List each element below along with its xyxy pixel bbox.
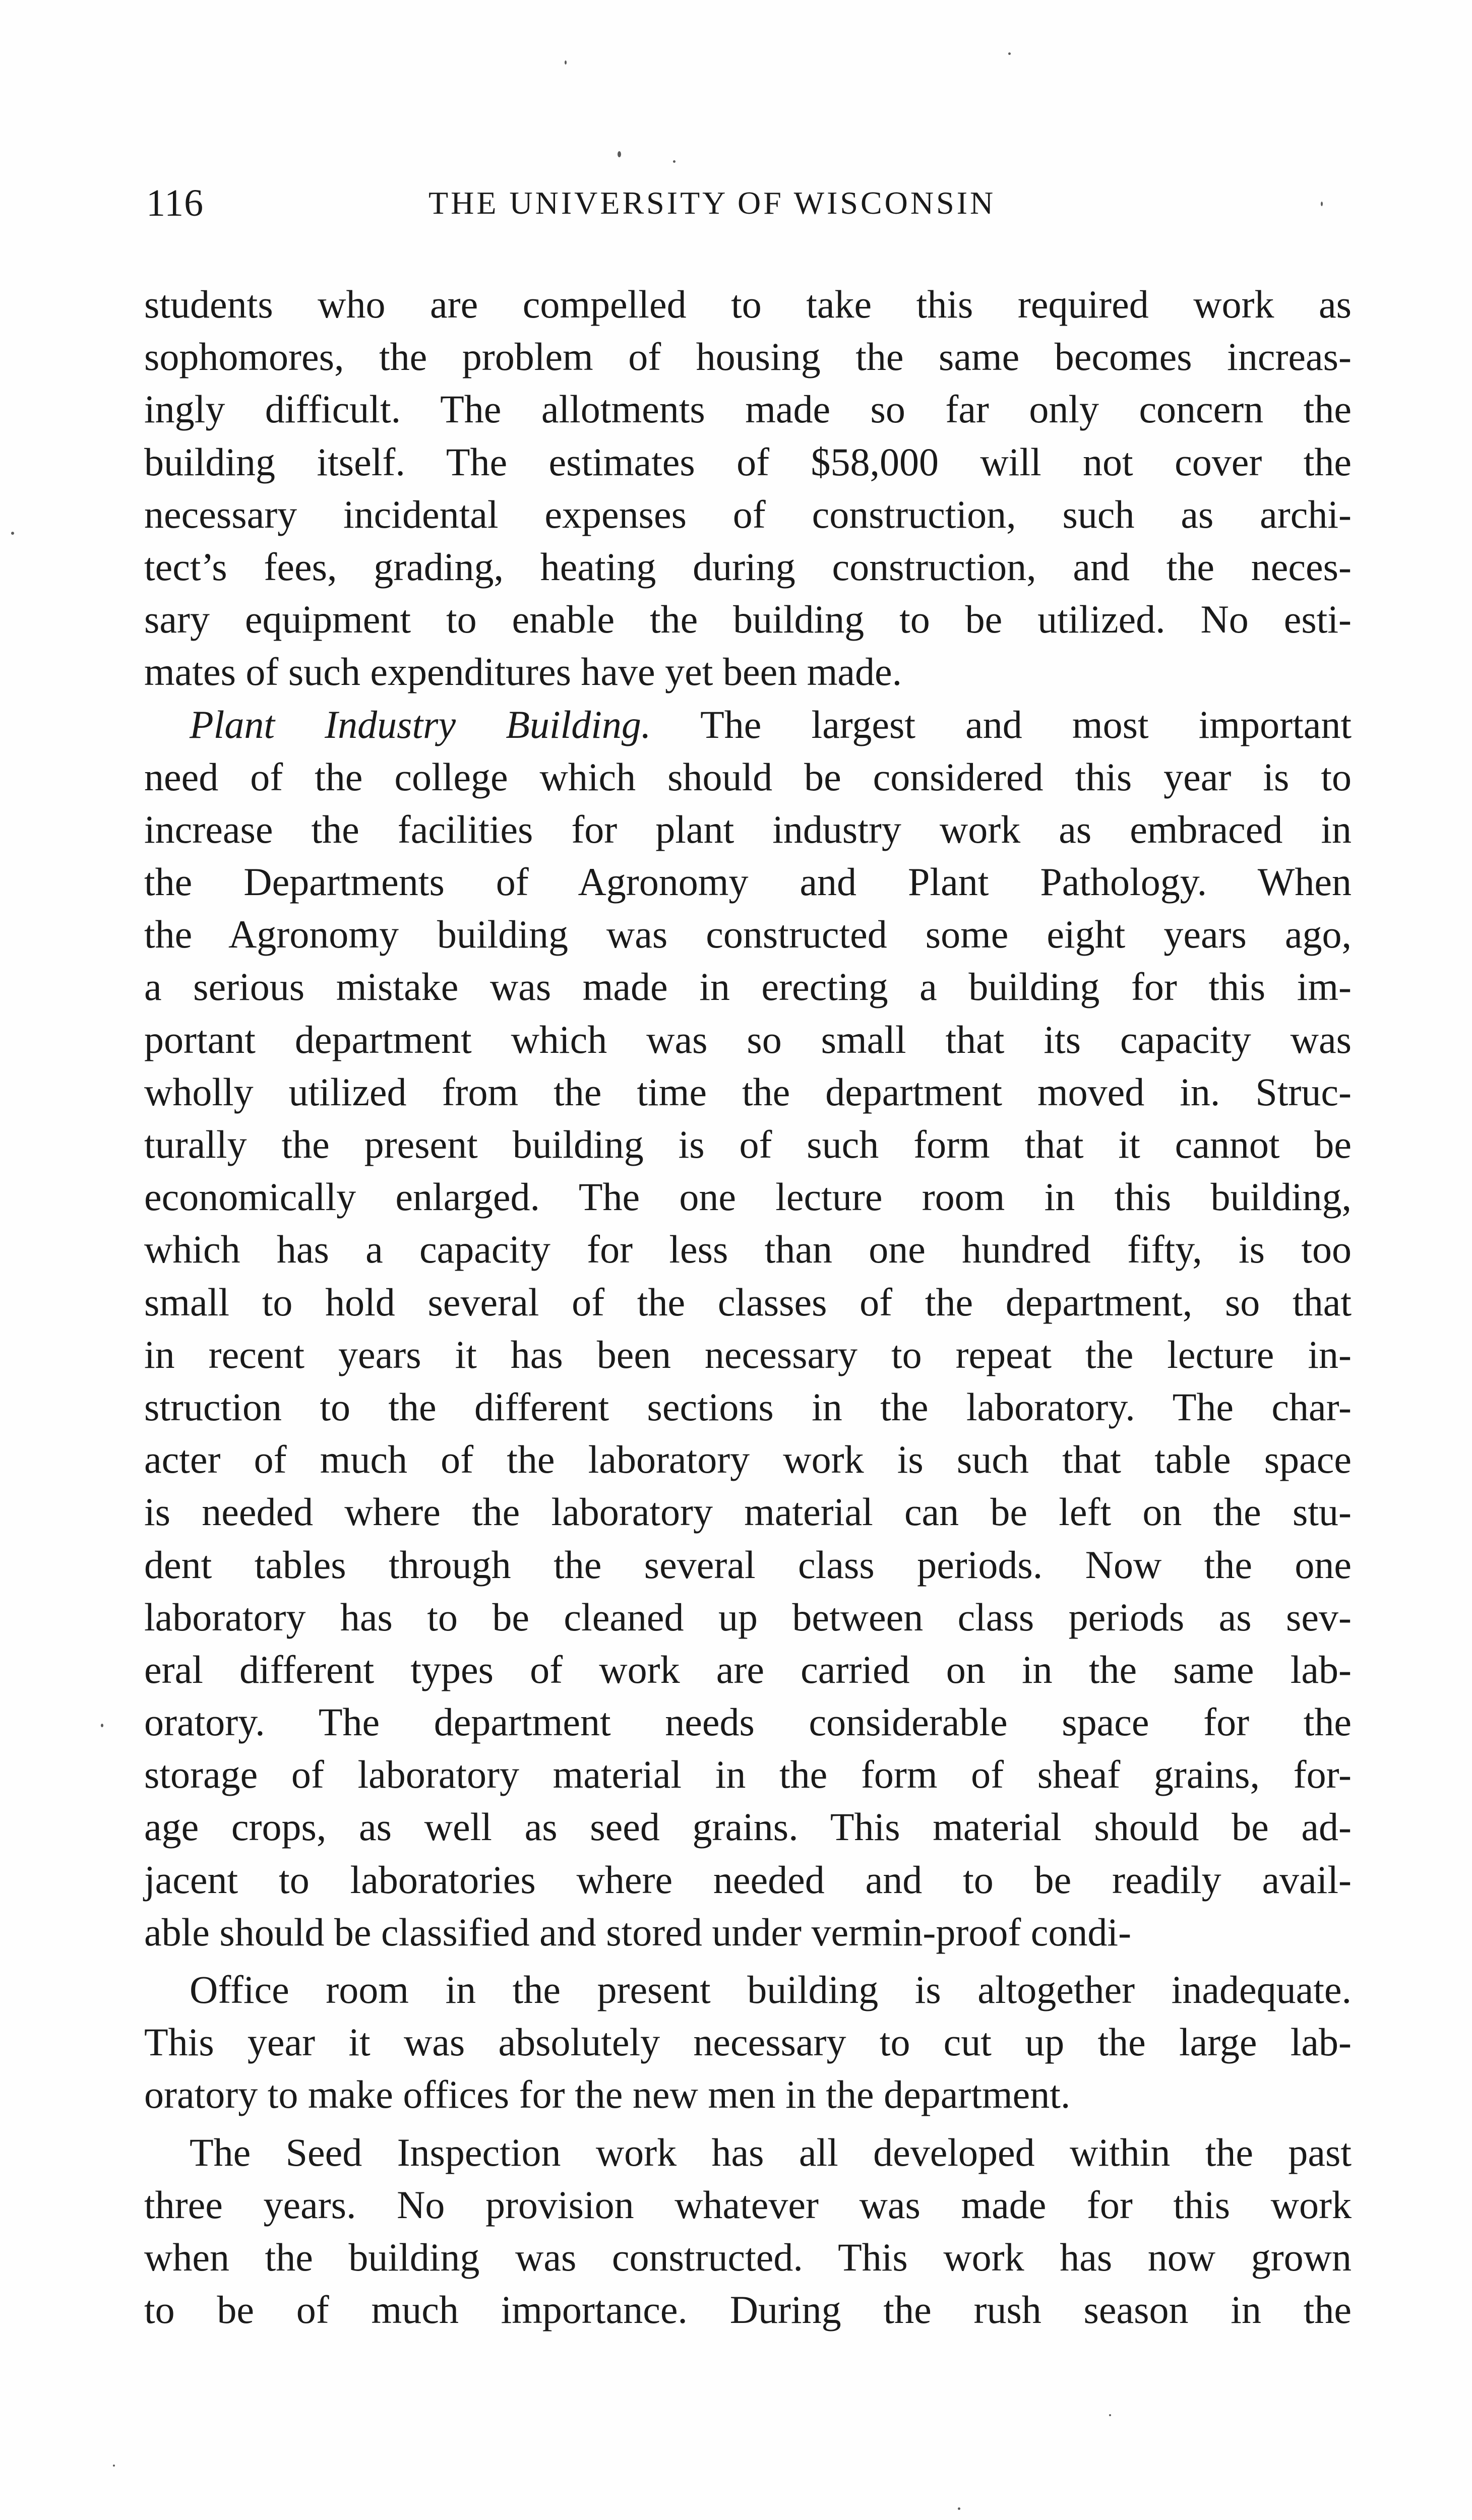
- paragraph-heading: Plant Industry Building.: [190, 702, 651, 746]
- paragraph-3: [144, 1964, 1352, 2121]
- text-line: The Seed Inspection work has all developed within the past: [190, 2130, 1352, 2174]
- paragraph-2: [144, 699, 1352, 1959]
- heading-line-text: The largest and most important: [700, 702, 1352, 746]
- text-line: students who are compelled to take this required work as: [144, 282, 1352, 326]
- scan-speck: [565, 60, 567, 65]
- page-number: 116: [146, 182, 204, 224]
- text-line: Office room in the present building is altogether inadequate.: [190, 1968, 1352, 2011]
- paragraph-4: [144, 2126, 1352, 2337]
- text-line: dent tables through the several class periods. Now the one: [144, 1542, 1352, 1587]
- text-line: struction to the different sections in the laboratory. The char-: [144, 1384, 1352, 1429]
- scan-speck: [673, 160, 676, 163]
- text-line: three years. No provision whatever was made for this work: [144, 2182, 1352, 2227]
- text-line: eral different types of work are carried on in the same lab-: [144, 1647, 1352, 1691]
- text-line: small to hold several of the classes of the department, so that: [144, 1280, 1352, 1324]
- text-line: acter of much of the laboratory work is such that table space: [144, 1437, 1352, 1482]
- text-line-with-heading: [144, 699, 1352, 751]
- running-title: THE UNIVERSITY OF WISCONSIN: [428, 185, 996, 221]
- text-line: storage of laboratory material in the form of sheaf grains, for-: [144, 1752, 1352, 1797]
- scan-speck: [113, 2465, 115, 2467]
- text-line: building itself. The estimates of $58,000 will not cover the: [144, 439, 1352, 484]
- text-line: tect’s fees, grading, heating during construction, and the neces-: [144, 544, 1352, 589]
- text-line: in recent years it has been necessary to repeat the lecture in-: [144, 1332, 1352, 1376]
- text-line: sary equipment to enable the building to be utilized. No esti-: [144, 597, 1352, 642]
- scan-speck: [1008, 52, 1011, 55]
- scan-speck: [101, 1724, 103, 1727]
- text-line: the Agronomy building was constructed some eight years ago,: [144, 912, 1352, 957]
- text-line: able should be classified and stored under vermin-proof condi-: [144, 1910, 1132, 1954]
- running-head: [146, 181, 1351, 237]
- text-line: the Departments of Agronomy and Plant Pathology. When: [144, 860, 1352, 904]
- scan-speck: [958, 2507, 960, 2510]
- text-line: oratory. The department needs considerable space for the: [144, 1700, 1352, 1744]
- text-line: oratory to make offices for the new men in the department.: [144, 2072, 1071, 2117]
- text-line: increase the facilities for plant industry work as embraced in: [144, 807, 1352, 851]
- text-line: which has a capacity for less than one hundred fifty, is too: [144, 1227, 1352, 1272]
- text-line: mates of such expenditures have yet been made.: [144, 650, 902, 694]
- text-line: economically enlarged. The one lecture room in this building,: [144, 1175, 1352, 1219]
- text-line: ingly difficult. The allotments made so far only concern the: [144, 387, 1352, 431]
- text-line: sophomores, the problem of housing the same becomes increas-: [144, 335, 1352, 379]
- text-line: necessary incidental expenses of construction, such as archi-: [144, 492, 1352, 536]
- text-line: age crops, as well as seed grains. This material should be ad-: [144, 1805, 1352, 1849]
- text-line: turally the present building is of such form that it cannot be: [144, 1122, 1352, 1166]
- text-line: laboratory has to be cleaned up between class periods as sev-: [144, 1595, 1352, 1639]
- text-line: portant department which was so small that its capacity was: [144, 1017, 1352, 1061]
- text-line: This year it was absolutely necessary to cut up the large lab-: [144, 2020, 1352, 2064]
- scan-speck: [1321, 202, 1323, 206]
- text-line: to be of much importance. During the rush season in the: [144, 2288, 1352, 2332]
- text-line: jacent to laboratories where needed and to be readily avail-: [144, 1857, 1352, 1902]
- text-line: is needed where the laboratory material can be left on the stu-: [144, 1490, 1352, 1534]
- text-line: a serious mistake was made in erecting a building for this im-: [144, 965, 1352, 1009]
- paragraph-1: [144, 278, 1352, 699]
- scan-speck: [618, 151, 621, 157]
- text-line: wholly utilized from the time the department moved in. Struc-: [144, 1069, 1352, 1114]
- scan-speck: [1109, 2414, 1111, 2416]
- body-text: [144, 278, 1352, 2336]
- text-line: when the building was constructed. This work has now grown: [144, 2235, 1352, 2279]
- text-line: need of the college which should be considered this year is to: [144, 754, 1352, 799]
- scan-speck: [11, 532, 14, 535]
